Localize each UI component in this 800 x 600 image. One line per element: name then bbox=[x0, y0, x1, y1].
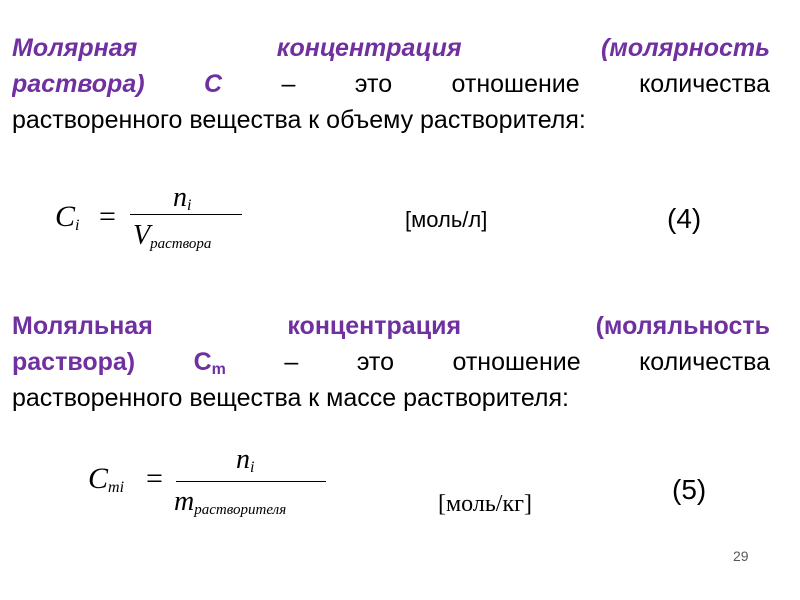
fraction-bar bbox=[176, 481, 326, 482]
term-word: (молярность bbox=[601, 34, 770, 62]
formula-lhs bbox=[55, 200, 79, 235]
denominator-symbol: V bbox=[133, 220, 151, 251]
formula-lhs-symbol: C bbox=[88, 462, 109, 495]
molality-line-1 bbox=[12, 308, 770, 344]
formula-equals: = bbox=[99, 200, 116, 233]
formula-numerator bbox=[236, 444, 254, 477]
term-word: концентрация bbox=[276, 34, 462, 62]
term-text: раствора) С bbox=[12, 348, 212, 376]
unit-molality: [моль/кг] bbox=[438, 491, 532, 517]
term-subscript: m bbox=[211, 361, 226, 378]
formula-denominator bbox=[133, 220, 211, 253]
equation-number: (4) bbox=[667, 203, 702, 234]
paragraph-molarity bbox=[12, 30, 770, 138]
formula-lhs-sub: mi bbox=[108, 479, 125, 496]
molality-line-2 bbox=[12, 344, 770, 380]
term-continued: раствора) С bbox=[12, 70, 223, 98]
formula-molality bbox=[88, 444, 348, 528]
formula-denominator bbox=[174, 486, 286, 519]
page-number: 29 bbox=[733, 548, 749, 564]
molarity-line-1 bbox=[12, 30, 770, 66]
molality-line-3: растворенного вещества к массе растворителя: bbox=[12, 384, 569, 412]
fraction-bar bbox=[130, 214, 242, 215]
formula-molarity bbox=[55, 182, 255, 262]
formula-lhs bbox=[88, 462, 124, 497]
term-word: Моляльная bbox=[12, 312, 153, 340]
denominator-sub: раствора bbox=[150, 236, 212, 252]
equation-number: (5) bbox=[672, 474, 707, 505]
numerator-symbol: n bbox=[236, 444, 250, 475]
term-word: (моляльность bbox=[595, 312, 770, 340]
molarity-line-3: растворенного вещества к объему растворителя: bbox=[12, 106, 586, 134]
molarity-line-2 bbox=[12, 66, 770, 102]
term-continued bbox=[12, 348, 226, 376]
definition-text: – это отношение количества bbox=[284, 348, 770, 376]
formula-lhs-symbol: C bbox=[55, 200, 76, 233]
term-word: концентрация bbox=[287, 312, 462, 340]
definition-text: – это отношение количества bbox=[281, 70, 770, 98]
denominator-sub: растворителя bbox=[194, 502, 287, 518]
formula-equals: = bbox=[146, 462, 163, 495]
numerator-sub: i bbox=[187, 197, 192, 214]
paragraph-molality bbox=[12, 308, 770, 416]
denominator-symbol: m bbox=[174, 486, 195, 517]
unit-molarity: [моль/л] bbox=[405, 207, 488, 232]
numerator-sub: i bbox=[250, 459, 255, 476]
formula-lhs-sub: i bbox=[75, 217, 80, 234]
term-word: Молярная bbox=[12, 34, 138, 62]
numerator-symbol: n bbox=[173, 182, 187, 213]
formula-numerator bbox=[173, 182, 191, 215]
